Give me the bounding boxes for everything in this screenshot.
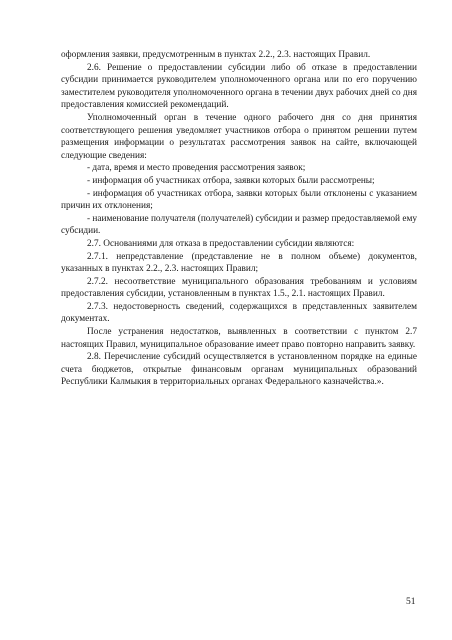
document-body [61, 49, 417, 389]
paragraph-2-7-1: 2.7.1. непредставление (представление не в полном объеме) документов, указанных в пунктах 2.2., 2.3. настоящих Правил; [61, 251, 417, 275]
paragraph-2-7-2: 2.7.2. несоответствие муниципального образования требованиям и условиям предоставления субсидии, установленным в пунктах 1.5., 2.1. настоящих Правил. [61, 276, 417, 300]
list-item-rejected-applicants: - информация об участниках отбора, заявки которых были отклонены с указанием причин их отклонения; [61, 188, 417, 212]
list-item-reviewed-applicants: - информация об участниках отбора, заявки которых были рассмотрены; [87, 175, 375, 186]
list-item-recipients: - наименование получателя (получателей) субсидии и размер предоставляемой ему субсидии. [61, 213, 417, 237]
page-number: 51 [406, 597, 416, 607]
paragraph-notification: Уполномоченный орган в течение одного рабочего дня со дня принятия соответствующего решения уведомляет участников отбора о принятом решении путем размещения информации о результатах рассмотрения заявок на сайте, включающей следующие сведения: [61, 112, 417, 161]
list-item-date-time-place: - дата, время и место проведения рассмотрения заявок; [87, 163, 306, 174]
paragraph-2-7: 2.7. Основаниями для отказа в предоставлении субсидии являются: [87, 238, 355, 249]
paragraph-2-6: 2.6. Решение о предоставлении субсидии либо об отказе в предоставлении субсидии принимается руководителем уполномоченного органа или по его поручению заместителем руководителя уполномоченного органа в течении двух рабочих дней со дня предоставления комиссией рекомендаций. [61, 62, 417, 111]
paragraph-continuation: оформления заявки, предусмотренным в пунктах 2.2., 2.3. настоящих Правил. [61, 50, 371, 60]
paragraph-resubmission: После устранения недостатков, выявленных в соответствии с пунктом 2.7 настоящих Правил, муниципальное образование имеет право повторно направить заявку. [61, 327, 417, 350]
paragraph-2-7-3: 2.7.3. недостоверность сведений, содержащихся в представленных заявителем документах. [61, 301, 417, 325]
paragraph-2-8: 2.8. Перечисление субсидий осуществляется в установленном порядке на единые счета бюджетов, открытые финансовым органам муниципальных образований Республики Калмыкия в территориальных органах Федерального казначейства.». [61, 352, 417, 388]
